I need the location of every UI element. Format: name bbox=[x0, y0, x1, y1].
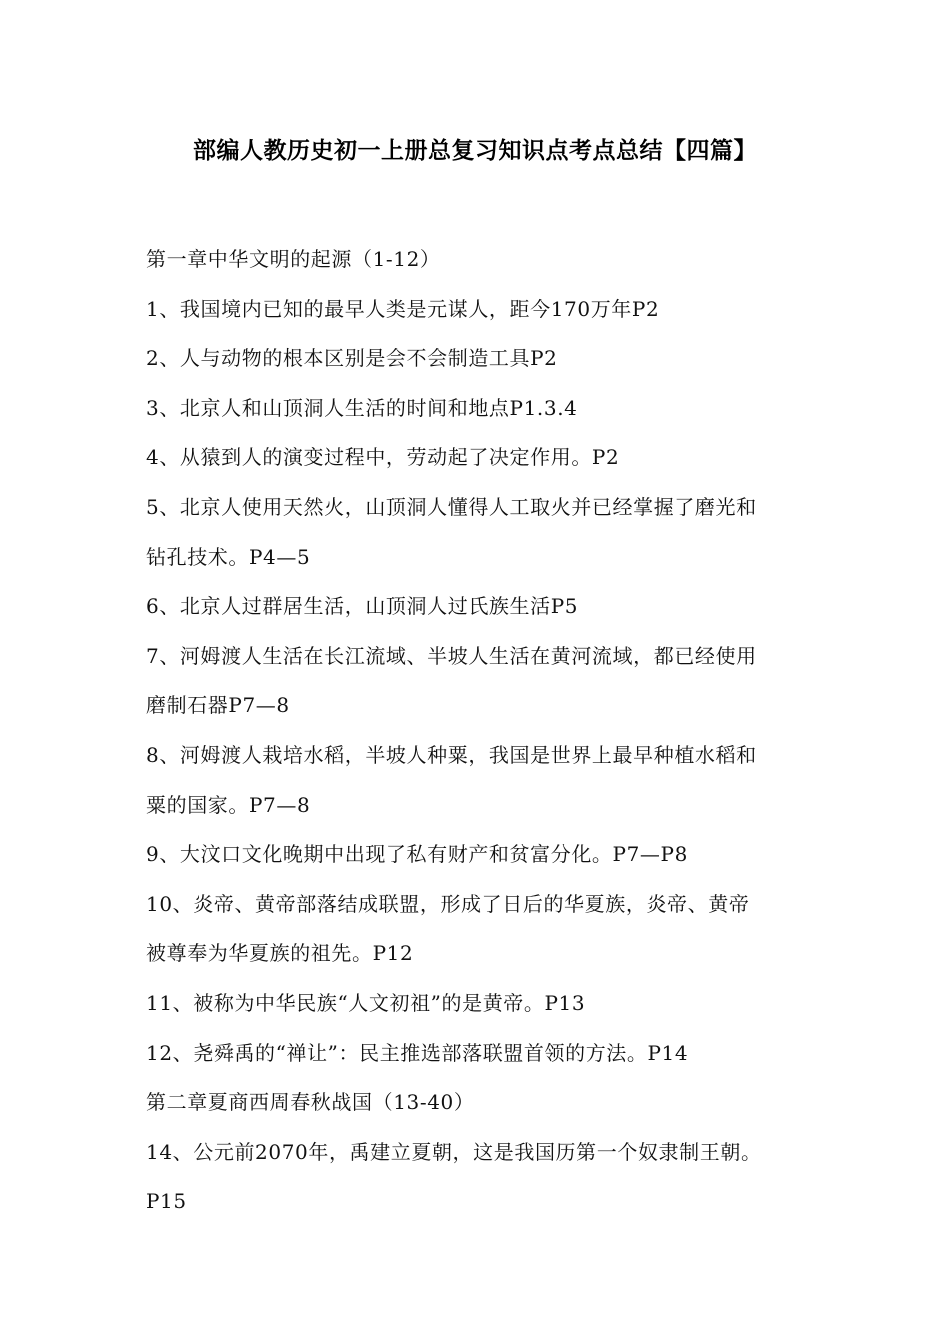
text-line: 11、被称为中华民族“人文初祖”的是黄帝。P13 bbox=[146, 990, 586, 1015]
text-line: 6、北京人过群居生活，山顶洞人过氏族生活P5 bbox=[146, 594, 579, 619]
chapter-heading: 第二章夏商西周春秋战国（13-40） bbox=[146, 1090, 475, 1115]
text-line: 4、从猿到人的演变过程中，劳动起了决定作用。P2 bbox=[146, 445, 620, 470]
text-line: 被尊奉为华夏族的祖先。P12 bbox=[146, 941, 414, 966]
text-line: 9、大汶口文化晚期中出现了私有财产和贫富分化。P7—P8 bbox=[146, 842, 688, 867]
text-line: 7、河姆渡人生活在长江流域、半坡人生活在黄河流域，都已经使用 bbox=[146, 643, 757, 668]
text-line: 3、北京人和山顶洞人生活的时间和地点P1.3.4 bbox=[146, 395, 578, 420]
text-line: 12、尧舜禹的“禅让”：民主推选部落联盟首领的方法。P14 bbox=[146, 1040, 689, 1065]
document-body bbox=[146, 235, 810, 1227]
text-line: P15 bbox=[146, 1189, 187, 1214]
text-line: 1、我国境内已知的最早人类是元谋人，距今170万年P2 bbox=[146, 296, 660, 321]
text-line: 8、河姆渡人栽培水稻，半坡人种粟，我国是世界上最早种植水稻和 bbox=[146, 742, 757, 767]
text-line: 磨制石器P7—8 bbox=[146, 693, 290, 718]
text-line: 5、北京人使用天然火，山顶洞人懂得人工取火并已经掌握了磨光和 bbox=[146, 494, 757, 519]
text-line: 粟的国家。P7—8 bbox=[146, 792, 311, 817]
text-line: 14、公元前2070年，禹建立夏朝，这是我国历第一个奴隶制王朝。 bbox=[146, 1139, 762, 1164]
text-line: 10、炎帝、黄帝部落结成联盟，形成了日后的华夏族，炎帝、黄帝 bbox=[146, 891, 750, 916]
text-line: 2、人与动物的根本区别是会不会制造工具P2 bbox=[146, 346, 558, 371]
chapter-heading: 第一章中华文明的起源（1-12） bbox=[146, 247, 441, 271]
document-title: 部编人教历史初一上册总复习知识点考点总结【四篇】 bbox=[193, 138, 757, 164]
text-line: 钻孔技术。P4—5 bbox=[146, 544, 311, 569]
